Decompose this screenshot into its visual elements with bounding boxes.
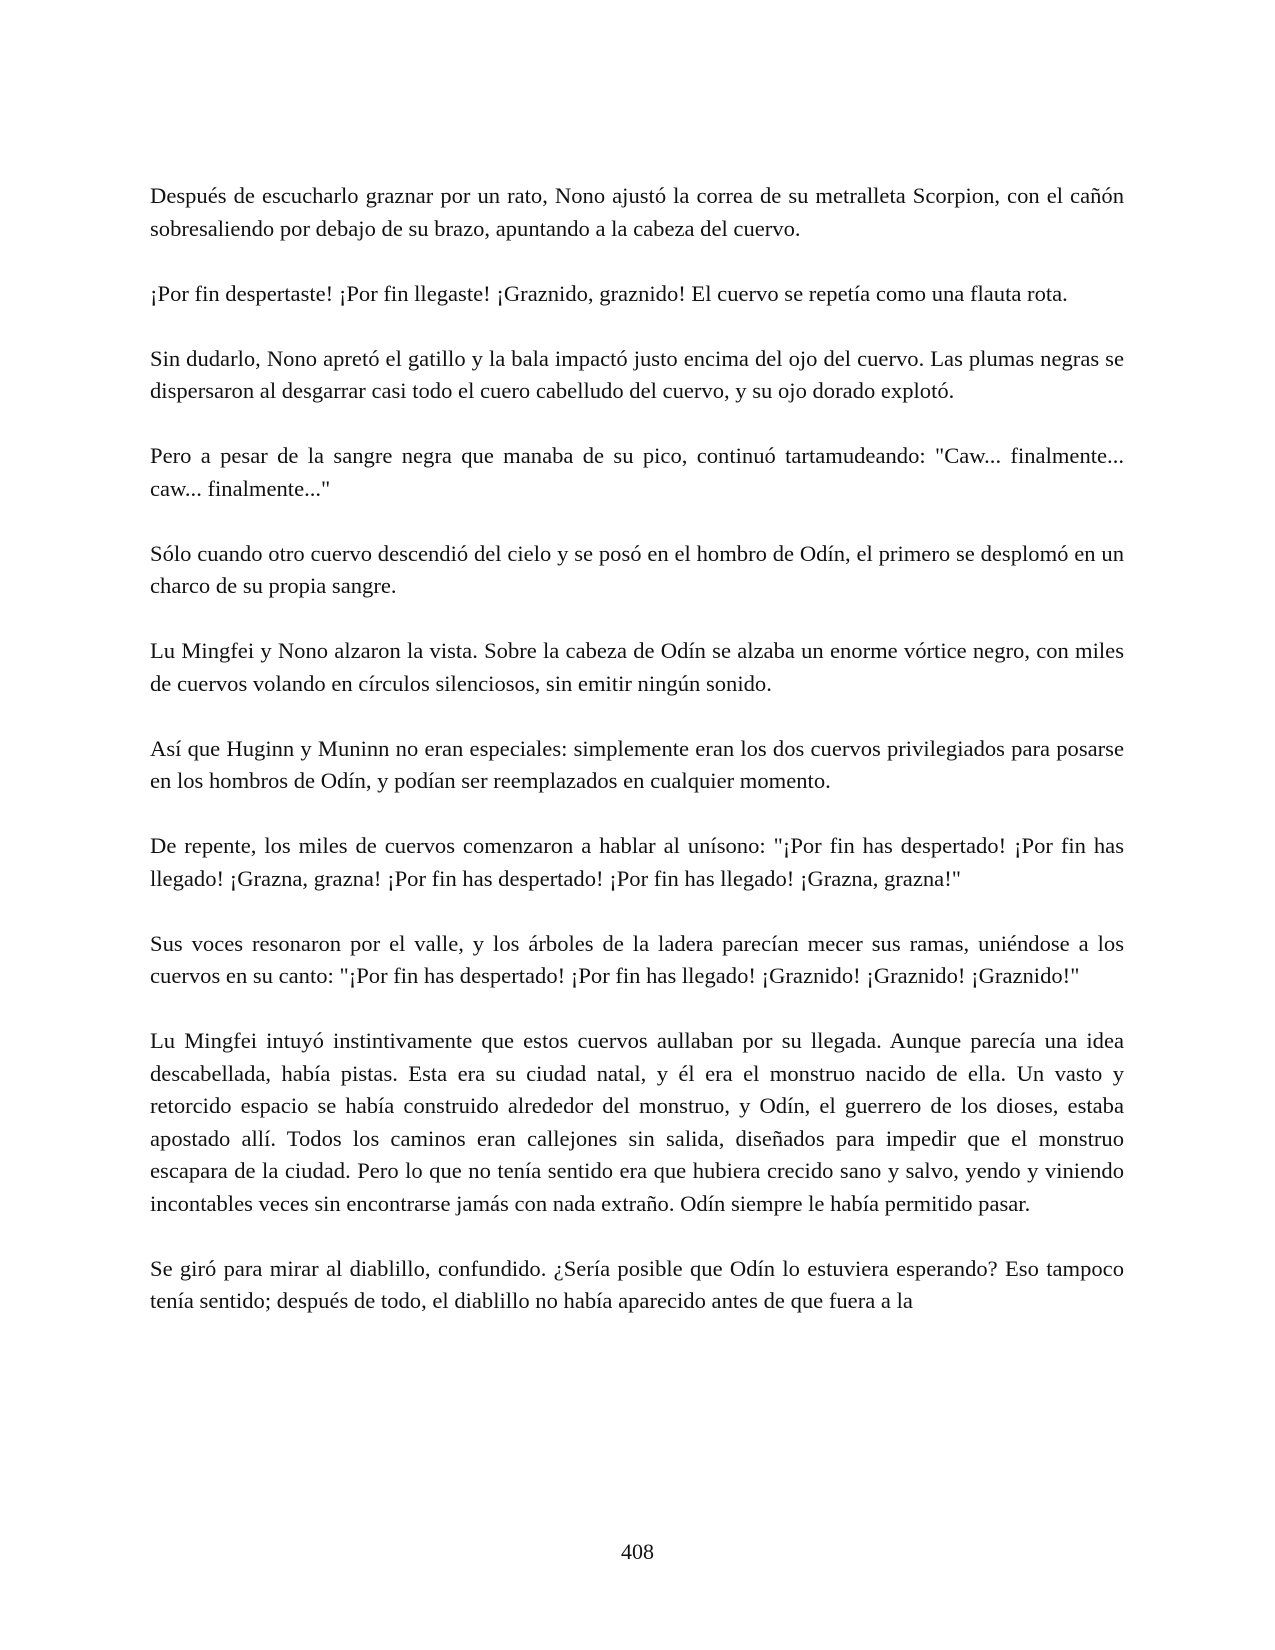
paragraph: ¡Por fin despertaste! ¡Por fin llegaste! ¡Graznido, graznido! El cuervo se repetía como una flauta rota. — [150, 280, 1068, 306]
paragraph: De repente, los miles de cuervos comenzaron a hablar al unísono: "¡Por fin has despertado! ¡Por fin has llegado! ¡Grazna, grazna! ¡Por fin has despertado! ¡Por fin has llegado! ¡Grazna, grazna!" — [150, 833, 1124, 891]
page-number: 408 — [621, 1539, 654, 1564]
paragraph: Pero a pesar de la sangre negra que manaba de su pico, continuó tartamudeando: "Caw... finalmente... caw... finalmente..." — [150, 443, 1124, 501]
body-text — [150, 180, 1124, 1318]
paragraph: Así que Huginn y Muninn no eran especiales: simplemente eran los dos cuervos privilegiados para posarse en los hombros de Odín, y podían ser reemplazados en cualquier momento. — [150, 735, 1124, 793]
paragraph: Sólo cuando otro cuervo descendió del cielo y se posó en el hombro de Odín, el primero se desplomó en un charco de su propia sangre. — [150, 540, 1124, 598]
paragraph: Se giró para mirar al diablillo, confundido. ¿Sería posible que Odín lo estuviera esperando? Eso tampoco tenía sentido; después de todo, el diablillo no había aparecido antes de que fuera a la — [150, 1255, 1124, 1313]
paragraph: Sin dudarlo, Nono apretó el gatillo y la bala impactó justo encima del ojo del cuervo. Las plumas negras se dispersaron al desgarrar casi todo el cuero cabelludo del cuervo, y su ojo dorado explotó. — [150, 345, 1124, 403]
paragraph: Después de escucharlo graznar por un rato, Nono ajustó la correa de su metralleta Scorpion, con el cañón sobresaliendo por debajo de su brazo, apuntando a la cabeza del cuervo. — [150, 183, 1124, 241]
paragraph: Sus voces resonaron por el valle, y los árboles de la ladera parecían mecer sus ramas, uniéndose a los cuervos en su canto: "¡Por fin has despertado! ¡Por fin has llegado! ¡Graznido! ¡Graznido! ¡Graznido!" — [150, 930, 1124, 988]
paragraph: Lu Mingfei y Nono alzaron la vista. Sobre la cabeza de Odín se alzaba un enorme vórtice negro, con miles de cuervos volando en círculos silenciosos, sin emitir ningún sonido. — [150, 638, 1124, 696]
paragraph: Lu Mingfei intuyó instintivamente que estos cuervos aullaban por su llegada. Aunque parecía una idea descabellada, había pistas. Esta era su ciudad natal, y él era el monstruo nacido de ella. Un vasto y retorcido espacio se había construido alrededor del monstruo, y Odín, el guerrero de los dioses, estaba apostado allí. Todos los caminos eran callejones sin salida, diseñados para impedir que el monstruo escapara de la ciudad. Pero lo que no tenía sentido era que hubiera crecido sano y salvo, yendo y viniendo incontables veces sin encontrarse jamás con nada extraño. Odín siempre le había permitido pasar. — [150, 1028, 1124, 1216]
